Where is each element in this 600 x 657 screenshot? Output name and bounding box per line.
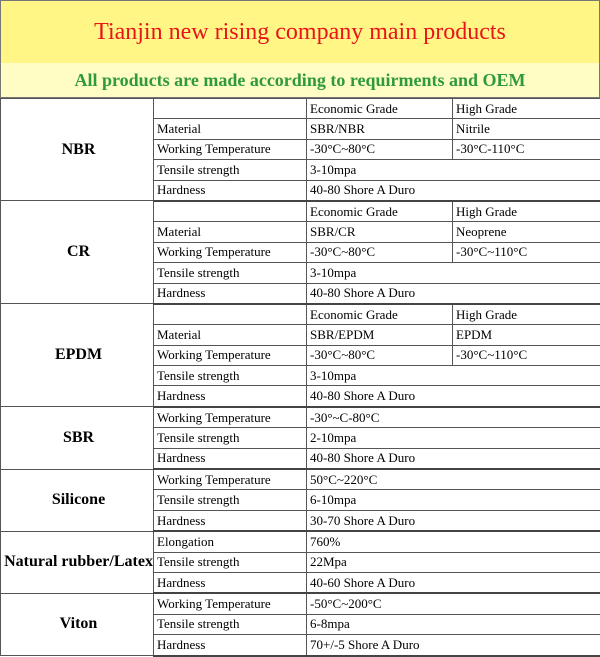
empty-cell [154, 99, 307, 119]
property-label: Material [154, 222, 307, 242]
table-row [1, 407, 600, 428]
property-value: -30°C~80°C [307, 242, 453, 262]
property-label: Hardness [154, 283, 307, 304]
property-value: -30°C~80°C [307, 345, 453, 365]
property-label: Tensile strength [154, 490, 307, 510]
property-label: Working Temperature [154, 242, 307, 262]
category-cell: Natural rubber/Latex [1, 531, 154, 593]
property-value: 40-80 Shore A Duro [307, 448, 600, 469]
property-label: Working Temperature [154, 593, 307, 614]
property-label: Tensile strength [154, 366, 307, 386]
property-label: Tensile strength [154, 160, 307, 180]
property-value: 22Mpa [307, 552, 600, 572]
property-label: Tensile strength [154, 614, 307, 634]
property-value: 40-80 Shore A Duro [307, 386, 600, 407]
grade-label: High Grade [453, 99, 600, 119]
property-value: 760% [307, 531, 600, 552]
table-row [1, 469, 600, 490]
property-value: 3-10mpa [307, 366, 600, 386]
category-cell: Viton [1, 593, 154, 655]
property-label: Tensile strength [154, 552, 307, 572]
property-label: Hardness [154, 572, 307, 593]
grade-label: Economic Grade [307, 304, 453, 325]
property-label: Working Temperature [154, 345, 307, 365]
grade-label: High Grade [453, 201, 600, 222]
property-value: 40-60 Shore A Duro [307, 572, 600, 593]
property-value: 40-80 Shore A Duro [307, 283, 600, 304]
category-cell: SBR [1, 407, 154, 469]
property-label: Elongation [154, 531, 307, 552]
category-cell: NBR [1, 99, 154, 201]
category-cell: Silicone [1, 469, 154, 531]
products-table [0, 98, 600, 657]
grade-header-row [1, 99, 600, 119]
property-label: Working Temperature [154, 407, 307, 428]
page-title: Tianjin new rising company main products [0, 0, 600, 64]
category-cell: CR [1, 201, 154, 304]
property-label: Hardness [154, 635, 307, 656]
property-label: Hardness [154, 180, 307, 201]
empty-cell [154, 304, 307, 325]
property-value: -50°C~200°C [307, 593, 600, 614]
property-value: 70+/-5 Shore A Duro [307, 635, 600, 656]
category-cell: EPDM [1, 304, 154, 407]
property-value: -30°C~110°C [453, 242, 600, 262]
property-value: 6-8mpa [307, 614, 600, 634]
property-label: Working Temperature [154, 469, 307, 490]
property-label: Hardness [154, 510, 307, 531]
property-label: Tensile strength [154, 263, 307, 283]
empty-cell [154, 201, 307, 222]
property-label: Material [154, 325, 307, 345]
property-label: Material [154, 119, 307, 139]
property-value: 2-10mpa [307, 428, 600, 448]
property-label: Working Temperature [154, 139, 307, 159]
grade-header-row [1, 304, 600, 325]
property-value: SBR/NBR [307, 119, 453, 139]
property-value: EPDM [453, 325, 600, 345]
table-row [1, 531, 600, 552]
grade-label: Economic Grade [307, 201, 453, 222]
property-value: 40-80 Shore A Duro [307, 180, 600, 201]
property-value: 3-10mpa [307, 263, 600, 283]
property-value: SBR/EPDM [307, 325, 453, 345]
property-value: Nitrile [453, 119, 600, 139]
property-value: -30°C~110°C [453, 345, 600, 365]
property-label: Tensile strength [154, 428, 307, 448]
property-value: 50°C~220°C [307, 469, 600, 490]
page-subtitle: All products are made according to requirments and OEM [0, 63, 600, 98]
property-value: SBR/CR [307, 222, 453, 242]
grade-label: High Grade [453, 304, 600, 325]
grade-label: Economic Grade [307, 99, 453, 119]
property-value: -30°~C-80°C [307, 407, 600, 428]
property-value: 30-70 Shore A Duro [307, 510, 600, 531]
property-value: 3-10mpa [307, 160, 600, 180]
property-label: Hardness [154, 448, 307, 469]
property-label: Hardness [154, 386, 307, 407]
property-value: -30°C~80°C [307, 139, 453, 159]
property-value: 6-10mpa [307, 490, 600, 510]
property-value: -30°C-110°C [453, 139, 600, 159]
property-value: Neoprene [453, 222, 600, 242]
grade-header-row [1, 201, 600, 222]
table-row [1, 593, 600, 614]
